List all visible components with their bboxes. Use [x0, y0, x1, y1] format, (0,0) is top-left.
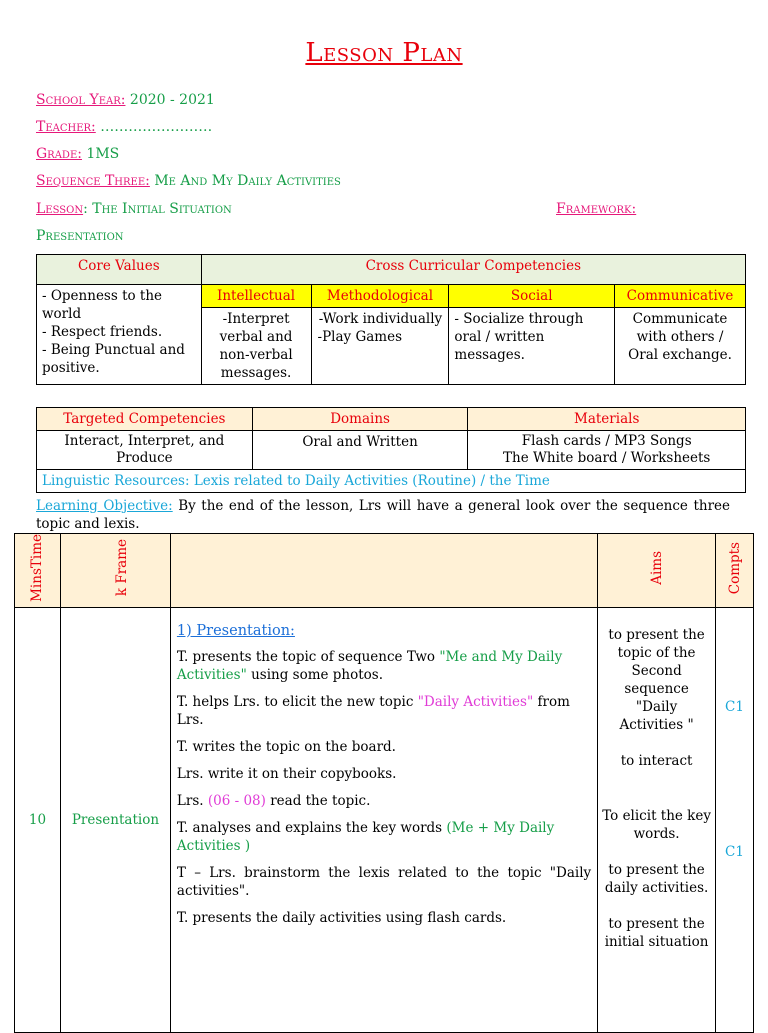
school-year-row [36, 92, 215, 108]
teacher-row [36, 119, 212, 135]
competencies-table [36, 254, 746, 385]
grade-row [36, 146, 119, 162]
intellectual-header: Intellectual [201, 285, 311, 308]
methodological-line-1: -Work individually [318, 311, 443, 327]
core-values-cell [37, 285, 202, 385]
cross-curricular-header: Cross Curricular Competencies [201, 255, 745, 285]
sequence-row [36, 173, 341, 189]
frame-cell: Presentation [60, 607, 170, 1032]
targeted-header: Targeted Competencies [37, 408, 253, 431]
framework-value: Presentation [36, 228, 124, 244]
step-4: Lrs. write it on their copybooks. [176, 765, 397, 782]
framework-value-row [36, 228, 124, 244]
targeted-cell: Interact, Interpret, and Produce [37, 431, 253, 470]
time-header: MinsTime [29, 534, 46, 602]
framework-label: Framework: [556, 201, 637, 217]
compts-header-cell [716, 534, 754, 608]
time-cell: 10 [15, 607, 61, 1032]
methodological-line-2: -Play Games [317, 329, 402, 345]
compt-2: C1 [725, 843, 744, 860]
aims-header-cell [598, 534, 716, 608]
time-header-cell [15, 534, 61, 608]
step-1: T. presents the topic of sequence Two "Me and My Daily Activities" using some photos. [176, 648, 563, 683]
compts-cell [716, 607, 754, 1032]
school-year-label: School Year: [36, 92, 126, 108]
sequence-value: Me And My Daily Activities [154, 173, 341, 189]
social-cell: - Socialize through oral / written messages. [449, 308, 615, 385]
aim-2: to interact [620, 752, 693, 769]
materials-line-1: Flash cards / MP3 Songs [521, 433, 692, 449]
core-value-1: - Openness to the world [42, 288, 163, 322]
learning-objective-label: Learning Objective: [36, 498, 173, 514]
step-8: T. presents the daily activities using flash cards. [176, 909, 507, 926]
aims-cell [598, 607, 716, 1032]
step-5: Lrs. (06 - 08) read the topic. [176, 792, 371, 809]
methodological-header: Methodological [311, 285, 449, 308]
step-6: T. analyses and explains the key words (Me + My Daily Activities ) [176, 819, 555, 854]
procedure-header-cell [170, 534, 597, 608]
methodological-cell [311, 308, 449, 385]
aim-4: to present the daily activities. [604, 861, 709, 896]
core-values-header: Core Values [37, 255, 202, 285]
core-value-2: - Respect friends. [42, 324, 163, 340]
step-3: T. writes the topic on the board. [176, 738, 396, 755]
domains-cell: Oral and Written [252, 431, 468, 470]
domains-header: Domains [252, 408, 468, 431]
communicative-cell: Communicate with others / Oral exchange. [615, 308, 746, 385]
materials-header: Materials [468, 408, 746, 431]
communicative-header: Communicative [615, 285, 746, 308]
grade-label: Grade: [36, 146, 82, 162]
aim-5: to present the initial situation [604, 915, 709, 950]
learning-objective-text: By the end of the lesson, Lrs will have a general look over the sequence three topic and lexis. [36, 498, 730, 532]
linguistic-resources: Linguistic Resources: Lexis related to Daily Activities (Routine) / the Time [37, 470, 746, 493]
sequence-label: Sequence Three: [36, 173, 150, 189]
targets-table [36, 407, 746, 493]
aim-1: to present the topic of the Second sequence "Daily Activities " [608, 626, 705, 733]
lesson-value: The Initial Situation [92, 201, 232, 217]
procedure-table [14, 533, 754, 1033]
intellectual-cell: -Interpret verbal and non-verbal messages. [201, 308, 311, 385]
learning-objective [36, 497, 730, 533]
materials-line-2: The White board / Worksheets [503, 450, 711, 466]
aims-header: Aims [648, 551, 665, 585]
step-7: T – Lrs. brainstorm the lexis related to the topic "Daily activities". [176, 864, 592, 899]
aim-3: To elicit the key words. [602, 807, 711, 842]
lesson-row: Lesson: The Initial Situation [36, 201, 232, 217]
step-2: T. helps Lrs. to elicit the new topic "Daily Activities" from Lrs. [176, 693, 570, 728]
core-value-3: - Being Punctual and positive. [42, 342, 185, 376]
grade-value: 1MS [86, 146, 120, 162]
teacher-value: …………………… [100, 119, 213, 135]
social-header: Social [449, 285, 615, 308]
procedure-cell [170, 607, 597, 1032]
materials-cell [468, 431, 746, 470]
frame-header: k Frame [113, 539, 130, 597]
frame-header-cell [60, 534, 170, 608]
compt-1: C1 [725, 698, 744, 715]
page-title: Lesson Plan [305, 38, 463, 68]
lesson-label: Lesson [36, 201, 84, 217]
school-year-value: 2020 - 2021 [129, 92, 215, 108]
framework-row [556, 201, 636, 217]
compts-header: Compts [726, 541, 743, 595]
teacher-label: Teacher: [36, 119, 96, 135]
section-title: 1) Presentation: [176, 622, 295, 639]
